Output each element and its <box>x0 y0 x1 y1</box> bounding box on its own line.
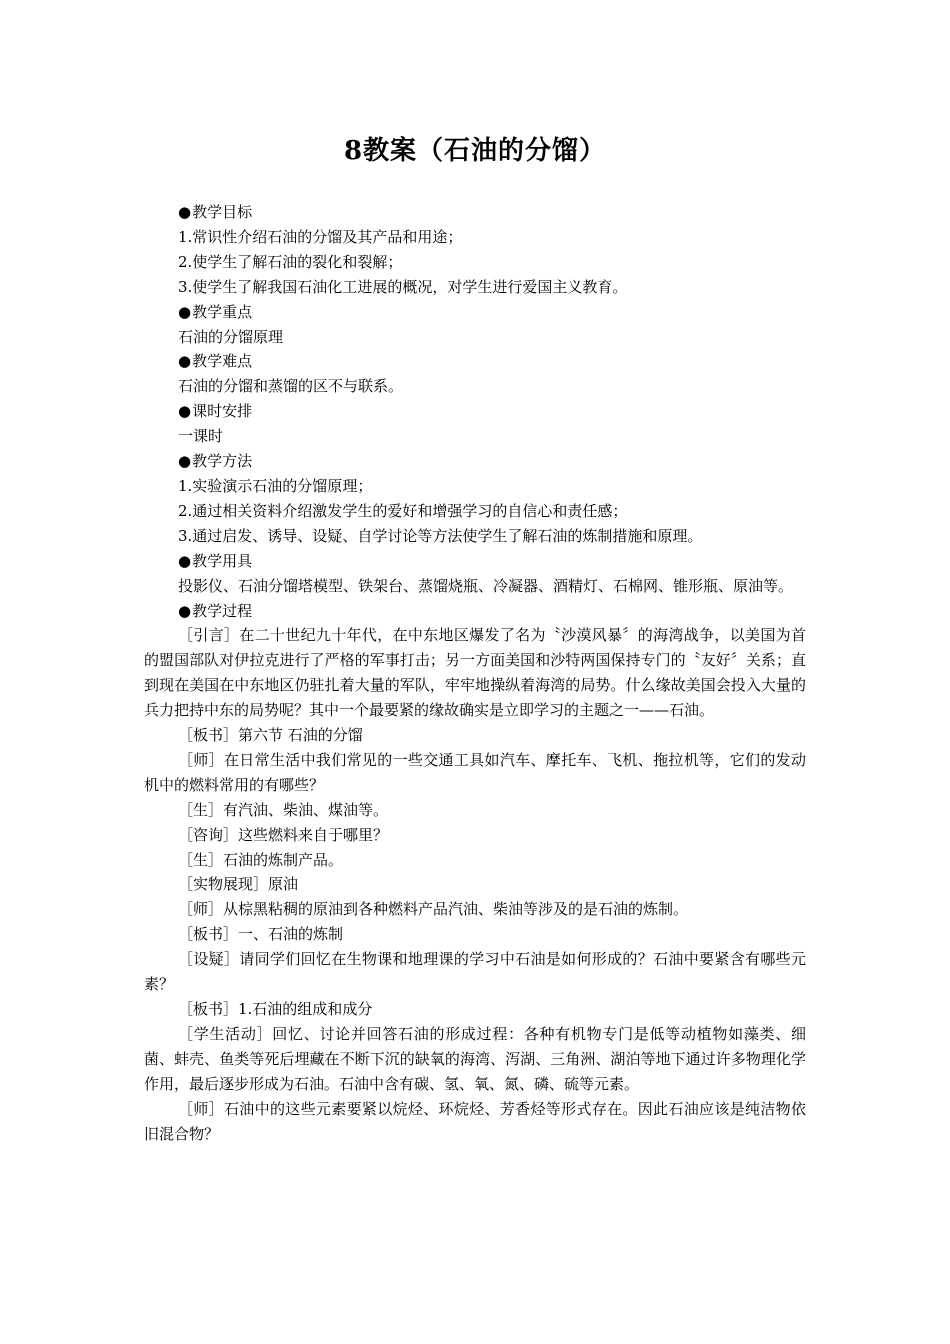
objective-3: 3.使学生了解我国石油化工进展的概况，对学生进行爱国主义教育。 <box>178 277 628 296</box>
process-paragraph: ［板书］1.石油的组成和成分 <box>178 1000 373 1018</box>
process-paragraph: ［师］从棕黑粘稠的原油到各种燃料产品汽油、柴油等涉及的是石油的炼制。 <box>178 900 689 919</box>
process-paragraph: ［引言］在二十世纪九十年代，在中东地区爆发了名为〝沙漠风暴〞的海湾战争，以美国为首的盟国部队对伊拉克进行了严格的军事打击；另一方面美国和沙特两国保持专门的〝友好〞关系；直到现在美国在中东地区仍驻扎着大量的军队，牢牢地操纵着海湾的局势。什么缘故美国会投入大量的兵力把持中东的局势呢？其中一个最要紧的缘故确实是立即学习的主题之一——石油。 <box>144 626 806 720</box>
process-paragraph: ［咨询］这些燃料来自于哪里？ <box>178 825 389 844</box>
process-paragraph: ［师］石油中的这些元素要紧以烷烃、环烷烃、芳香烃等形式存在。因此石油应该是纯洁物依旧混合物？ <box>144 1099 806 1143</box>
heading-methods: ● 教学方法 <box>144 449 806 474</box>
document-body <box>144 200 806 1146</box>
process-paragraph: ［实物展现］原油 <box>178 875 299 894</box>
heading-difficulties: ● 教学难点 <box>144 349 806 374</box>
method-3: 3.通过启发、诱导、设疑、自学讨论等方法使学生了解石油的炼制措施和原理。 <box>178 526 703 545</box>
page-title: 8教案（石油的分馏） <box>343 136 607 166</box>
method-1: 1.实验演示石油的分馏原理； <box>178 476 373 495</box>
process-paragraph: ［生］石油的炼制产品。 <box>178 850 344 869</box>
objective-2: 2.使学生了解石油的裂化和裂解； <box>178 252 403 271</box>
heading-objectives: ● 教学目标 <box>144 200 806 225</box>
objective-1: 1.常识性介绍石油的分馏及其产品和用途； <box>178 227 463 246</box>
heading-process: ● 教学过程 <box>144 599 806 624</box>
process-paragraph: ［板书］一、石油的炼制 <box>178 925 344 944</box>
tools-text: 投影仪、石油分馏塔模型、铁架台、蒸馏烧瓶、冷凝器、酒精灯、石棉网、锥形瓶、原油等。 <box>178 576 794 595</box>
method-2: 2.通过相关资料介绍激发学生的爱好和增强学习的自信心和责任感； <box>178 501 628 520</box>
process-paragraph: ［学生活动］回忆、讨论并回答石油的形成过程：各种有机物专门是低等动植物如藻类、细菌、蚌壳、鱼类等死后埋藏在不断下沉的缺氧的海湾、泻湖、三角洲、湖泊等地下通过许多物理化学作用，最后逐步形成为石油。石油中含有碳、氢、氧、氮、磷、硫等元素。 <box>144 1024 806 1093</box>
key-point-text: 石油的分馏原理 <box>178 327 284 346</box>
schedule-text: 一课时 <box>178 427 224 446</box>
process-paragraph: ［板书］第六节 石油的分馏 <box>178 726 363 745</box>
heading-tools: ● 教学用具 <box>144 549 806 574</box>
heading-key-points: ● 教学重点 <box>144 300 806 325</box>
process-paragraph: ［生］有汽油、柴油、煤油等。 <box>178 800 389 819</box>
heading-schedule: ● 课时安排 <box>144 399 806 424</box>
difficulty-text: 石油的分馏和蒸馏的区不与联系。 <box>178 377 404 396</box>
process-paragraph: ［师］在日常生活中我们常见的一些交通工具如汽车、摩托车、飞机、拖拉机等，它们的发动机中的燃料常用的有哪些？ <box>144 750 806 794</box>
process-paragraph: ［设疑］请同学们回忆在生物课和地理课的学习中石油是如何形成的？石油中要紧含有哪些元素？ <box>144 950 806 994</box>
